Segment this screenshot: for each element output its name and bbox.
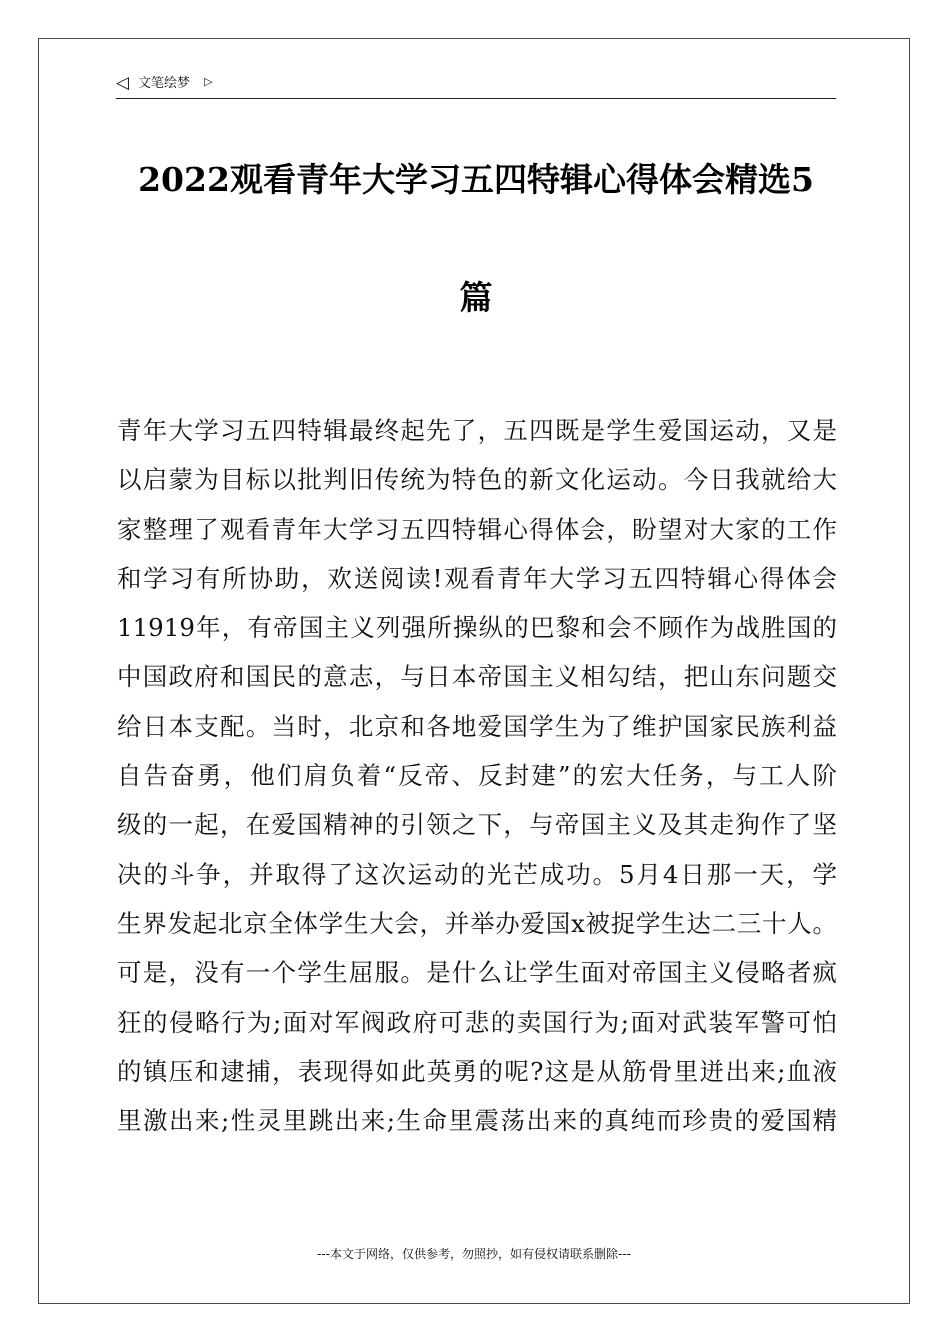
body-line: 青年大学习五四特辑最终起先了，五四既是学生爱国运动，又是 bbox=[117, 416, 837, 445]
page-header bbox=[116, 72, 836, 99]
body-line: 可是，没有一个学生屈服。是什么让学生面对帝国主义侵略者疯 bbox=[117, 958, 837, 988]
body-line: 生界发起北京全体学生大会，并举办爱国x被捉学生达二三十人。 bbox=[117, 908, 837, 938]
body-line: 和学习有所协助，欢送阅读!观看青年大学习五四特辑心得体会 bbox=[117, 563, 837, 593]
title-line-2: 篇 bbox=[459, 278, 493, 317]
triangle-right-outline-icon: ▷ bbox=[204, 75, 213, 88]
body-line: 家整理了观看青年大学习五四特辑心得体会，盼望对大家的工作 bbox=[117, 514, 837, 544]
body-line: 中国政府和国民的意志，与日本帝国主义相勾结，把山东问题交 bbox=[117, 662, 837, 692]
document-title bbox=[116, 150, 836, 328]
body-paragraph bbox=[117, 406, 837, 1145]
body-line: 决的斗争，并取得了这次运动的光芒成功。5月4日那一天，学 bbox=[117, 859, 837, 889]
body-line: 以启蒙为目标以批判旧传统为特色的新文化运动。今日我就给大 bbox=[117, 465, 837, 495]
body-line: 狂的侵略行为;面对军阀政府可悲的卖国行为;面对武装军警可怕 bbox=[117, 1007, 837, 1037]
body-line: 级的一起，在爱国精神的引领之下，与帝国主义及其走狗作了坚 bbox=[117, 810, 837, 840]
page-footer: ---本文于网络，仅供参考，勿照抄，如有侵权请联系删除--- bbox=[317, 1247, 631, 1261]
body-line: 的镇压和逮捕，表现得如此英勇的呢?这是从筋骨里迸出来;血液 bbox=[117, 1056, 837, 1086]
triangle-left-outline-icon: ◁ bbox=[116, 73, 130, 93]
body-line: 给日本支配。当时，北京和各地爱国学生为了维护国家民族利益 bbox=[117, 711, 837, 741]
title-line-1: 2022观看青年大学习五四特辑心得体会精选5 bbox=[138, 160, 814, 199]
body-line: 里激出来;性灵里跳出来;生命里震荡出来的真纯而珍贵的爱国精 bbox=[117, 1106, 837, 1136]
body-line: 自告奋勇，他们肩负着“反帝、反封建”的宏大任务，与工人阶 bbox=[117, 761, 837, 791]
header-brand: 文笔绘梦 bbox=[138, 76, 191, 91]
body-line: 11919年，有帝国主义列强所操纵的巴黎和会不顾作为战胜国的 bbox=[117, 613, 837, 643]
